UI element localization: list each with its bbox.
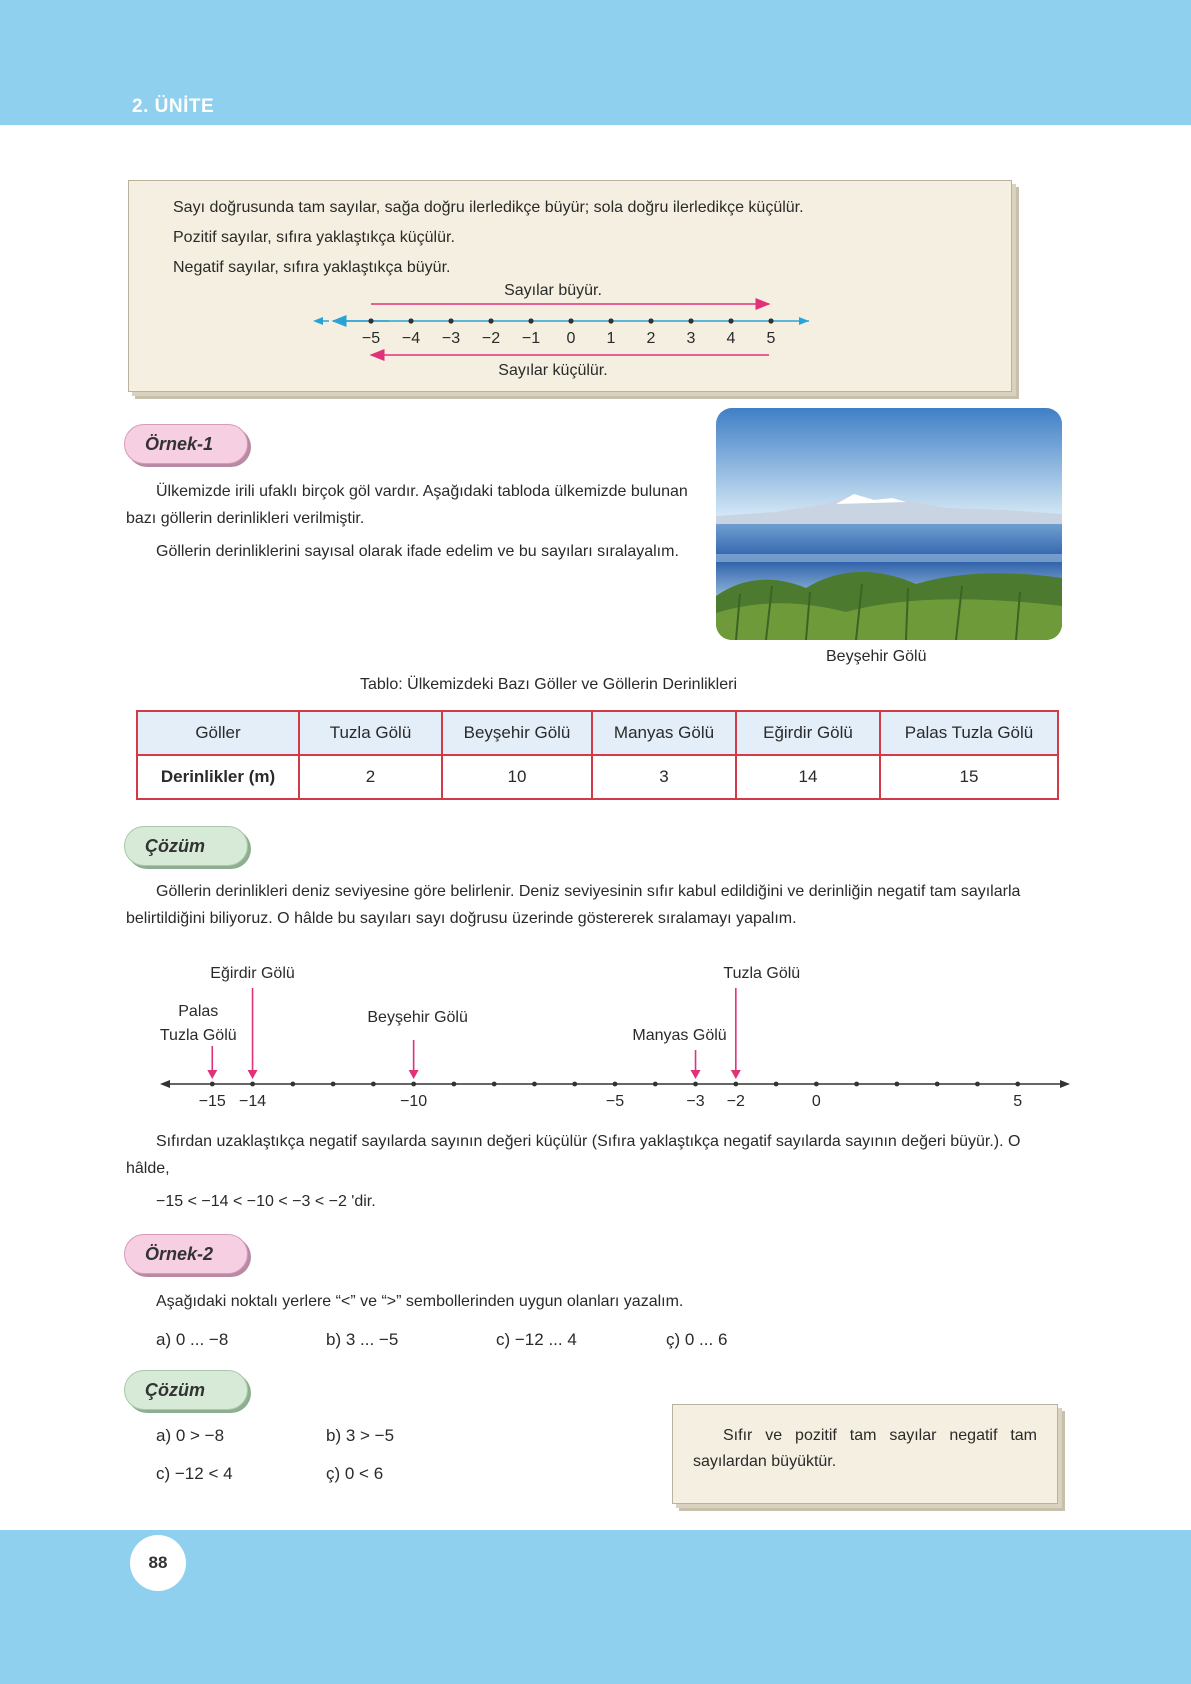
chart-tick-dot — [492, 1082, 497, 1087]
info-tick-label: −2 — [481, 330, 501, 347]
info-tick-dot — [488, 318, 493, 323]
info-number-line — [129, 181, 1011, 391]
info-ticks — [362, 318, 776, 347]
chart-tick-label: 5 — [1013, 1093, 1023, 1110]
table-cell: 2 — [299, 755, 442, 799]
arrow-right-label: Sayılar büyür. — [504, 282, 602, 299]
chart-tick-label: −15 — [198, 1093, 226, 1110]
chart-tick-dot — [411, 1082, 416, 1087]
info-tick-label: 0 — [566, 330, 576, 347]
solution-2-answer: b) 3 > −5 — [326, 1426, 395, 1445]
axis-right-head — [799, 317, 809, 325]
chart-tick-label: −10 — [400, 1093, 428, 1110]
chart-pointer-head — [409, 1070, 419, 1079]
example-1-paragraph-2 — [126, 538, 700, 565]
info-tick-dot — [768, 318, 773, 323]
info-line-1: Sayı doğrusunda tam sayılar, sağa doğru ilerledikçe büyür; sola doğru ilerledikçe küçülür. — [173, 199, 804, 216]
table-row — [137, 755, 1058, 799]
example-2-item: c) −12 ... 4 — [496, 1330, 577, 1349]
chart-tick-dot — [854, 1082, 859, 1087]
info-tick-dot — [448, 318, 453, 323]
table-header-cell: Eğirdir Gölü — [736, 711, 880, 755]
info-tick-label: 4 — [726, 330, 736, 347]
arrow-left-label: Sayılar küçülür. — [498, 362, 608, 379]
table-header-cell: Beyşehir Gölü — [442, 711, 592, 755]
info-tick-label: −5 — [361, 330, 381, 347]
solution-2-badge: Çözüm — [124, 1370, 248, 1410]
solution-1-paragraph-1 — [126, 878, 1062, 932]
table-header-cell: Göller — [137, 711, 299, 755]
chart-tick-label: −5 — [605, 1093, 625, 1110]
info-line-2: Pozitif sayılar, sıfıra yaklaştıkça küçülür. — [173, 229, 455, 246]
chart-tick-dot — [331, 1082, 336, 1087]
info-tick-dot — [368, 318, 373, 323]
chart-tick-dot — [935, 1082, 940, 1087]
info-box — [128, 180, 1012, 392]
table-header-cell: Palas Tuzla Gölü — [880, 711, 1058, 755]
example-1-badge: Örnek-1 — [124, 424, 248, 464]
chart-tick-dot — [814, 1082, 819, 1087]
chart-tick-dot — [290, 1082, 295, 1087]
solution-1-badge: Çözüm — [124, 826, 248, 866]
table-cell: 10 — [442, 755, 592, 799]
chart-tick-label: 0 — [811, 1093, 821, 1110]
info-tick-dot — [728, 318, 733, 323]
solution-2-answer: c) −12 < 4 — [156, 1464, 233, 1483]
example-2-item: ç) 0 ... 6 — [666, 1330, 728, 1349]
lake-photo — [716, 408, 1062, 640]
chart-point-label: Beyşehir Gölü — [367, 1009, 468, 1026]
chart-pointer-head — [207, 1070, 217, 1079]
chart-tick-label: −2 — [726, 1093, 745, 1110]
table-row-header: Derinlikler (m) — [137, 755, 299, 799]
lake-depth-table — [136, 710, 1059, 800]
solution-1-paragraph-2 — [126, 1128, 1062, 1182]
info-tick-label: 5 — [766, 330, 776, 347]
chart-tick-dot — [1015, 1082, 1020, 1087]
info-tick-dot — [528, 318, 533, 323]
chart-tick-dot — [975, 1082, 980, 1087]
chart-tick-dot — [572, 1082, 577, 1087]
chart-pointer-head — [691, 1070, 701, 1079]
example-2-item: b) 3 ... −5 — [326, 1330, 399, 1349]
example-2-prompt: Aşağıdaki noktalı yerlere “<” ve “>” sembollerinden uygun olanları yazalım. — [156, 1293, 684, 1310]
unit-title: 2. ÜNİTE — [132, 96, 215, 117]
info-tick-dot — [688, 318, 693, 323]
chart-point-label: Tuzla Gölü — [723, 965, 801, 982]
table-header-cell: Manyas Gölü — [592, 711, 736, 755]
note-text — [693, 1423, 1037, 1475]
chart-axis-left-head — [160, 1080, 170, 1088]
table-cell: 15 — [880, 755, 1058, 799]
info-tick-label: −4 — [401, 330, 421, 347]
info-tick-dot — [648, 318, 653, 323]
chart-point-label: Tuzla Gölü — [159, 1027, 237, 1044]
info-tick-dot — [608, 318, 613, 323]
table-cell: 3 — [592, 755, 736, 799]
photo-caption: Beyşehir Gölü — [826, 648, 927, 665]
note-text-content: Sıfır ve pozitif tam sayılar negatif tam sayılardan büyüktür. — [693, 1427, 1037, 1470]
chart-tick-dot — [532, 1082, 537, 1087]
note-box — [672, 1404, 1058, 1504]
chart-tick-dot — [371, 1082, 376, 1087]
chart-tick-dot — [653, 1082, 658, 1087]
chart-tick-dot — [895, 1082, 900, 1087]
chart-tick-dot — [693, 1082, 698, 1087]
chart-point-label: Palas — [178, 1003, 219, 1020]
info-tick-label: −1 — [521, 330, 541, 347]
table-caption: Tablo: Ülkemizdeki Bazı Göller ve Göllerin Derinlikleri — [360, 676, 738, 693]
solution-1-p1-text: Göllerin derinlikleri deniz seviyesine göre belirlenir. Deniz seviyesinin sıfır kabul edildiğini ve derinliğin negatif tam sayılarla belirtildiğini biliyoruz. O hâlde bu sayıları sayı doğrusu üzerinde göstererek sıralamayı yapalım. — [126, 883, 1021, 927]
example-2-badge: Örnek-2 — [124, 1234, 248, 1274]
chart-tick-dot — [774, 1082, 779, 1087]
info-tick-label: 3 — [686, 330, 696, 347]
info-line-3: Negatif sayılar, sıfıra yaklaştıkça büyür. — [173, 259, 451, 276]
chart-tick-dot — [210, 1082, 215, 1087]
lake-illustration — [716, 408, 1062, 640]
table-header-cell: Tuzla Gölü — [299, 711, 442, 755]
solution-1-p2-text: Sıfırdan uzaklaştıkça negatif sayılarda sayının değeri küçülür (Sıfıra yaklaştıkça negatif sayılarda sayının değeri büyür.). O hâlde, — [126, 1133, 1021, 1177]
chart-point-label: Manyas Gölü — [632, 1027, 727, 1044]
info-tick-label: 2 — [646, 330, 656, 347]
info-tick-label: 1 — [606, 330, 616, 347]
inequality-result: −15 < −14 < −10 < −3 < −2 'dir. — [156, 1193, 376, 1210]
table-header-row — [137, 711, 1058, 755]
chart-point-label: Eğirdir Gölü — [210, 965, 295, 982]
chart-tick-dot — [452, 1082, 457, 1087]
example-1-p2-text: Göllerin derinliklerini sayısal olarak ifade edelim ve bu sayıları sıralayalım. — [156, 543, 679, 560]
table-cell: 14 — [736, 755, 880, 799]
example-1-paragraph-1 — [126, 478, 700, 532]
chart-axis-right-head — [1060, 1080, 1070, 1088]
example-1-p1-text: Ülkemizde irili ufaklı birçok göl vardır. Aşağıdaki tabloda ülkemizde bulunan bazı göllerin derinlikleri verilmiştir. — [126, 483, 688, 527]
chart-pointer-head — [248, 1070, 258, 1079]
chart-pointer-head — [731, 1070, 741, 1079]
info-tick-dot — [568, 318, 573, 323]
solution-2-answer: a) 0 > −8 — [156, 1426, 225, 1445]
chart-tick-dot — [733, 1082, 738, 1087]
info-tick-dot — [408, 318, 413, 323]
axis-left-head — [313, 317, 323, 325]
chart-tick-label: −3 — [686, 1093, 705, 1110]
chart-tick-label: −14 — [238, 1093, 267, 1110]
page-number: 88 — [130, 1535, 186, 1591]
solution-2-answer: ç) 0 < 6 — [326, 1464, 384, 1483]
info-tick-label: −3 — [441, 330, 461, 347]
chart-tick-dot — [250, 1082, 255, 1087]
example-2-item: a) 0 ... −8 — [156, 1330, 229, 1349]
chart-tick-dot — [613, 1082, 618, 1087]
